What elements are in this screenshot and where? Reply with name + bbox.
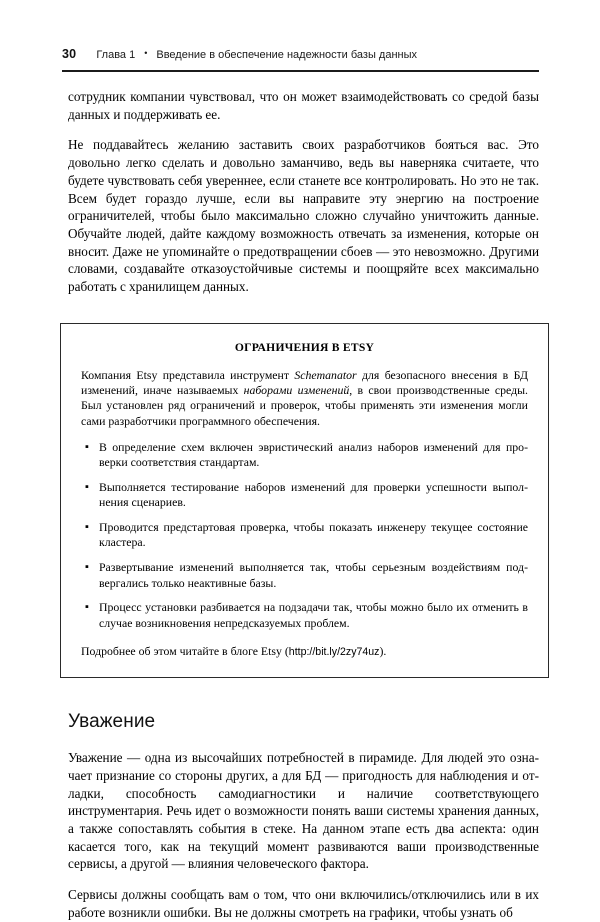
list-item-text: Проводится предстартовая проверка, чтобы показать инженеру текущее состояние кластера. <box>99 520 528 550</box>
running-header <box>62 47 539 61</box>
callout-intro-paragraph <box>81 368 528 429</box>
section-heading-uvazhenie: Уважение <box>68 711 156 733</box>
bullet-icon: ▪ <box>85 481 89 494</box>
paragraph-intro-continued: сотрудник компании чувствовал, что он может взаимодействовать со средой базы данных и поддерживать ее. <box>68 89 539 122</box>
bullet-icon: ▪ <box>85 440 89 453</box>
header-chapter-label: Глава 1 <box>96 49 136 61</box>
spacer-before-callout <box>68 309 539 323</box>
paragraph-fear-guardrails: Не поддавайтесь желанию заставить своих разработчиков бояться вас. Это довольно легко сделать и довольно заманчиво, ведь вы наверняка считаете, что будете чувствовать себя увереннее, если станете все контролировать. Но это не так. Всем будет гораздо лучше, если вы направите эту энергию на построение ограничителей, чтобы было максимально сложно случайно уничтожить данные. Обучайте людей, дайте каждому возможность отвечать за изменения, которые он вносит. Даже не упоминайте о предотвращении сбоев — это невозможно. Другими словами, создавайте отказоустойчивые системы и поощряйте всех максимально работать с хранилищем данных. <box>68 137 539 295</box>
list-item-text: Развертывание изменений выполняется так, чтобы серьезным воздействиям подвергались только неактивные базы. <box>99 560 528 590</box>
callout-intro-italic-changesets: наборами изменений <box>243 383 350 398</box>
page-number: 30 <box>62 47 77 61</box>
callout-note-url-link[interactable]: http://bit.ly/2zy74uz <box>288 645 380 658</box>
callout-note-prefix: Подробнее об этом читайте в блоге Etsy ( <box>81 643 289 658</box>
callout-intro-part1: Компания Etsy представила инструмент <box>81 367 295 382</box>
header-separator-bullet-icon: • <box>144 48 148 58</box>
header-chapter-title: Введение в обеспечение надежности базы данных <box>156 49 418 61</box>
callout-reference-note <box>81 644 528 660</box>
list-item <box>81 480 528 511</box>
list-item <box>81 600 528 631</box>
bullet-icon: ▪ <box>85 561 89 574</box>
paragraph-respect-definition: Уважение — одна из высочайших потребностей в пирамиде. Для людей это означает признание со стороны других, а для БД — пригодность для наблюдения и отладки, способность самодиагностики и наличие соответствующего инструментария. Речь идет о возможности понять ваши системы хранения данных, а также сопоставлять события в стеке. На данном этапе есть два аспекта: один касается того, как на текущий момент развиваются ваши производственные сервисы, а другой — влияния человеческого фактора. <box>68 750 539 872</box>
list-item <box>81 560 528 591</box>
list-item <box>81 520 528 551</box>
callout-title: ОГРАНИЧЕНИЯ В ETSY <box>234 340 375 354</box>
bullet-icon: ▪ <box>85 521 89 534</box>
callout-intro-part3: , в свои производственные среды. Был установлен ряд ограничений и проверок, чтобы применять эти изменения могли сами разработчики программного обеспечения. <box>81 383 528 428</box>
paragraph-services-reporting: Сервисы должны сообщать вам о том, что они включились/отключились или в их работе возникли ошибки. Вы не должны смотреть на графики, чтобы узнать об <box>68 887 539 920</box>
bullet-icon: ▪ <box>85 601 89 614</box>
callout-box-etsy-constraints <box>60 323 549 678</box>
list-item-text: Процесс установки разбивается на подзадачи так, чтобы можно было их отменить в случае возникновения непредсказуемых проблем. <box>99 600 528 630</box>
header-divider-rule <box>62 70 539 72</box>
callout-intro-part2: для безопасного внесения в БД изменений, иначе называемых <box>81 367 528 398</box>
list-item-text: Выполняется тестирование наборов изменений для проверки успешности выполнения сценариев. <box>99 480 528 510</box>
list-item <box>81 440 528 471</box>
list-item-text: В определение схем включен эвристический анализ наборов изменений для проверки соответствия стандартам. <box>99 439 528 470</box>
callout-constraint-list <box>81 440 528 631</box>
text-column <box>68 88 539 922</box>
callout-intro-italic-schemanator: Schemanator <box>294 367 357 382</box>
callout-note-suffix: ). <box>379 643 387 658</box>
